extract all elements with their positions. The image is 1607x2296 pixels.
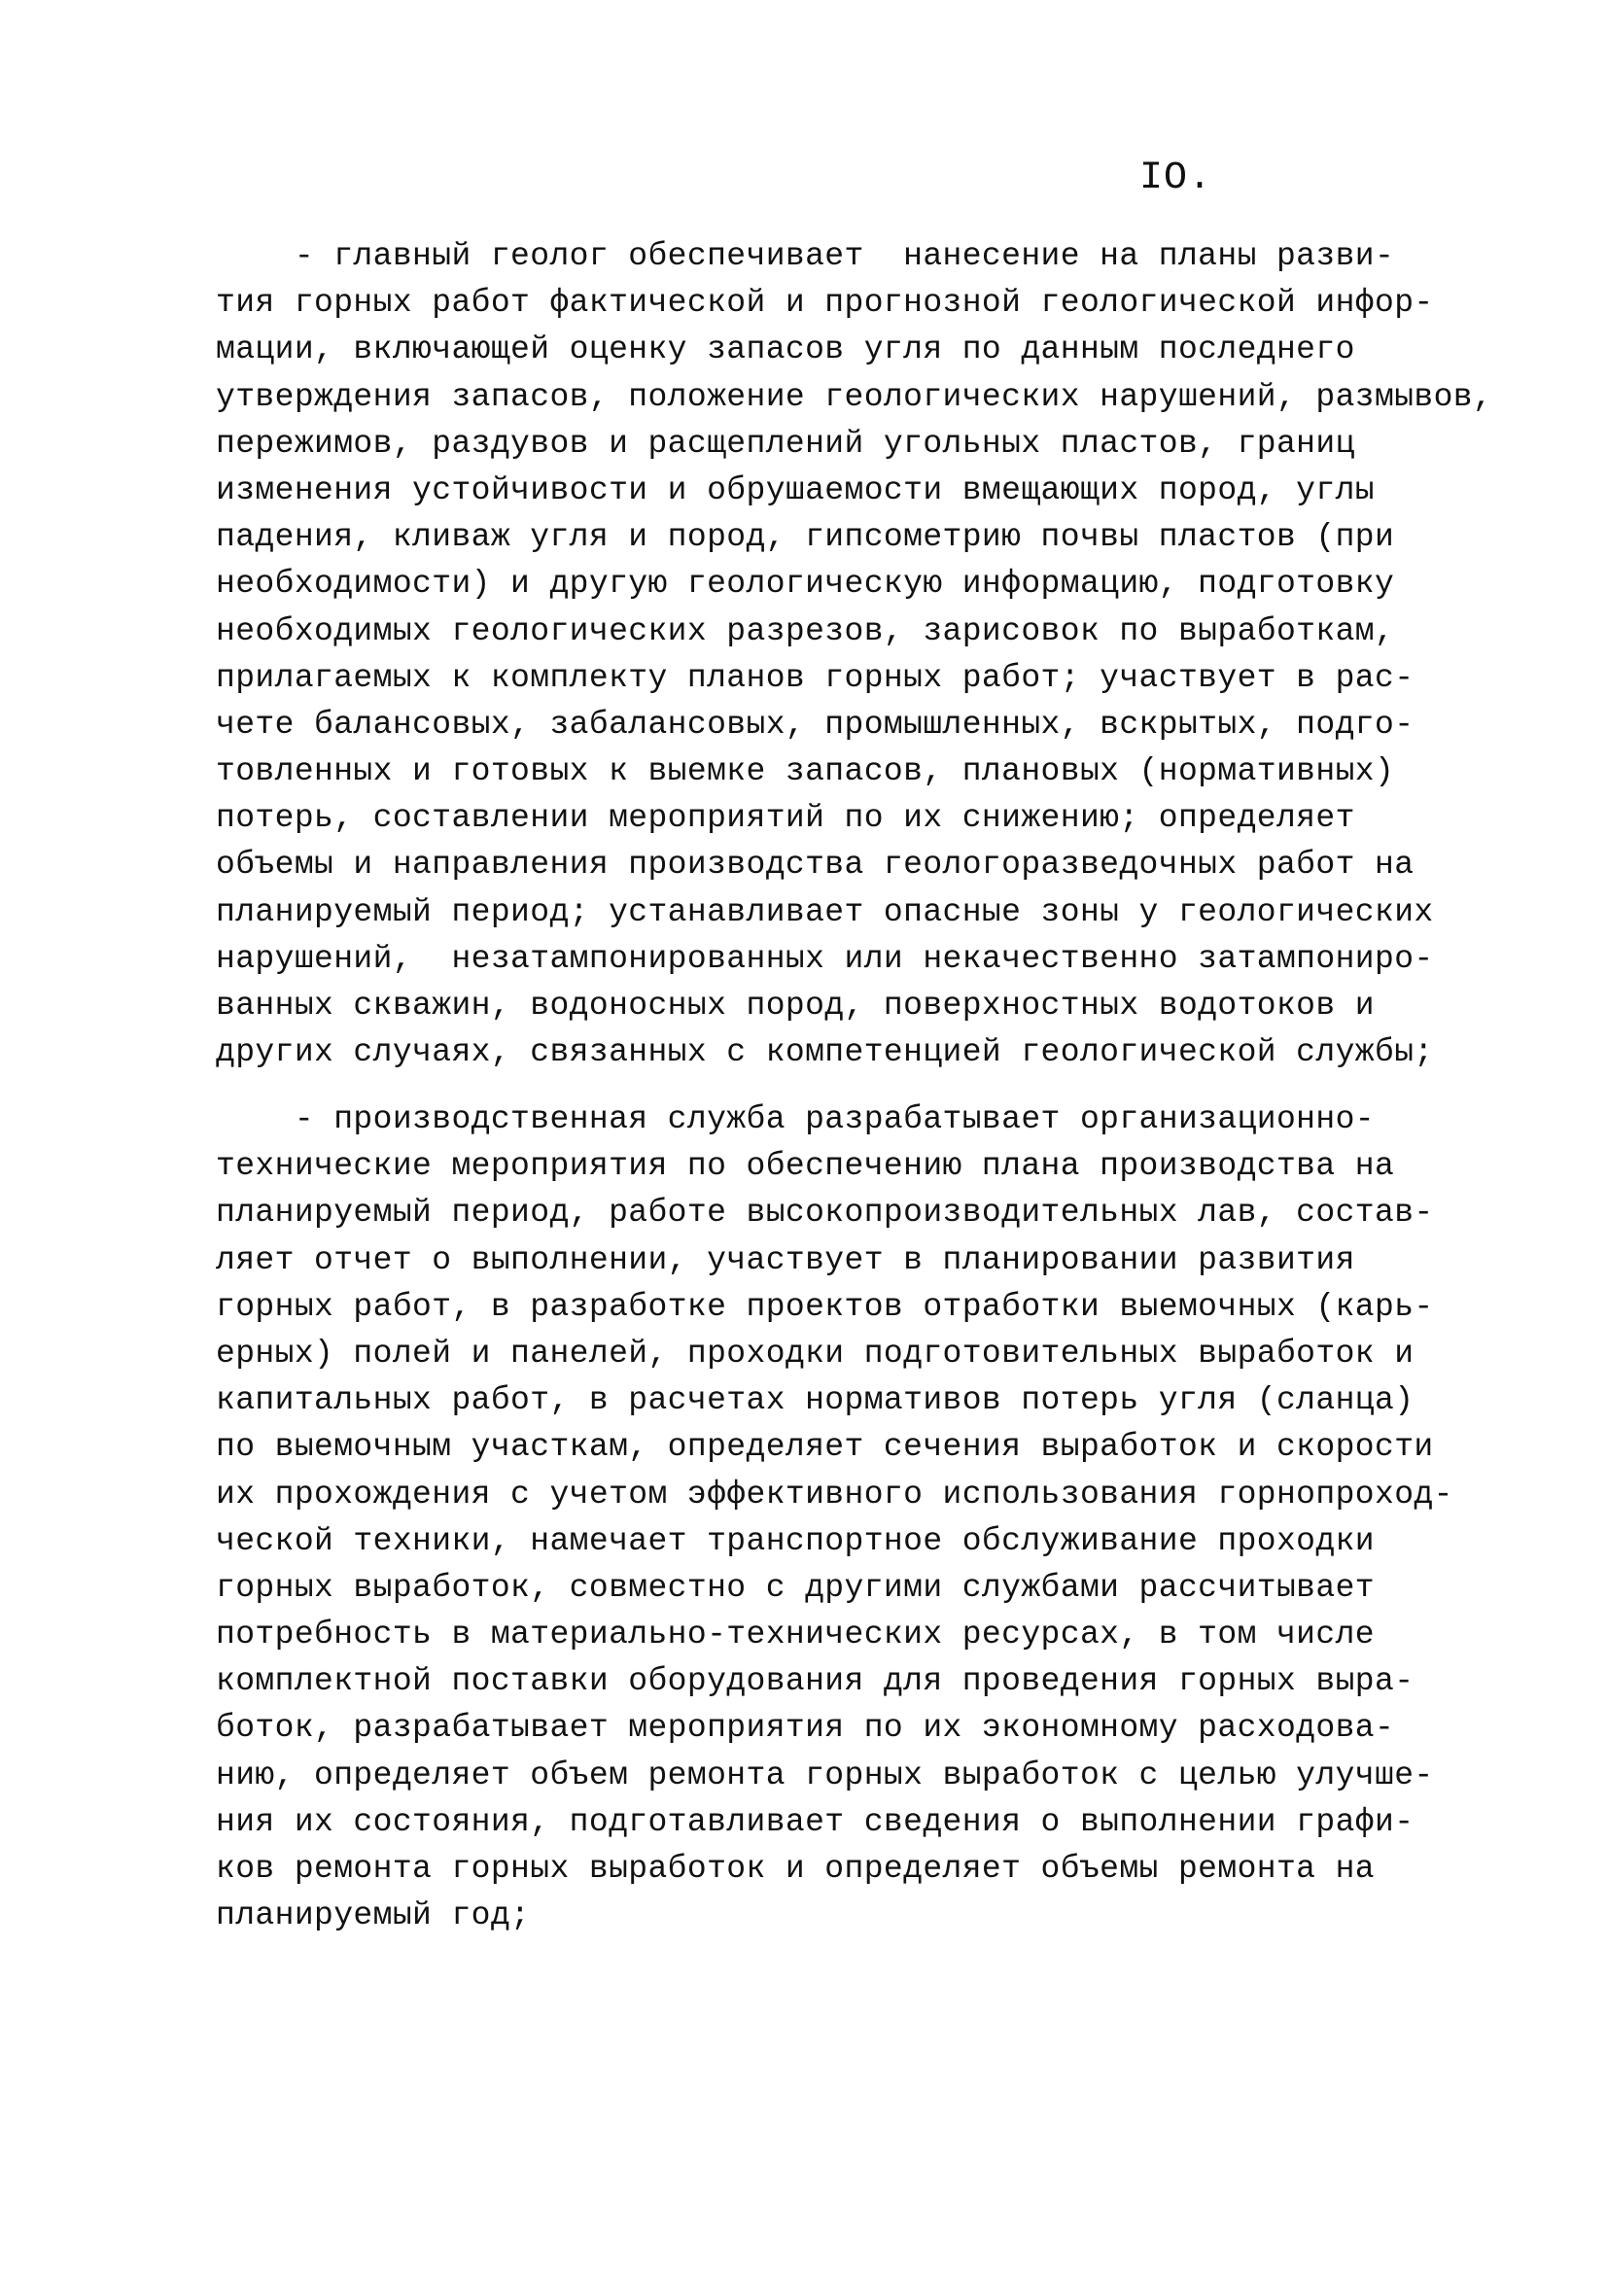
- text-line: чете балансовых, забалансовых, промышленных, вскрытых, подго-: [216, 706, 1415, 743]
- paragraph-chief-geologist: [216, 233, 1493, 1076]
- text-line: боток, разрабатывает мероприятия по их экономному расходова-: [216, 1710, 1395, 1747]
- text-line: планируемый год;: [216, 1897, 531, 1934]
- text-line: потерь, составлении мероприятий по их снижению; определяет: [216, 800, 1355, 837]
- text-line: планируемый период, работе высокопроизводительных лав, состав-: [216, 1195, 1434, 1232]
- text-line: ков ремонта горных выработок и определяет объемы ремонта на: [216, 1851, 1375, 1887]
- paragraph-production-service: [216, 1096, 1470, 1939]
- text-line: их прохождения с учетом эффективного использования горнопроход-: [216, 1476, 1453, 1513]
- text-line: - производственная служба разрабатывает организационно-: [216, 1101, 1375, 1137]
- text-line: изменения устойчивости и обрушаемости вмещающих пород, углы: [216, 471, 1375, 508]
- text-line: ерных) полей и панелей, проходки подготовительных выработок и: [216, 1335, 1415, 1372]
- text-line: необходимых геологических разрезов, зарисовок по выработкам,: [216, 612, 1395, 649]
- text-line: по выемочным участкам, определяет сечения выработок и скорости: [216, 1429, 1434, 1466]
- text-line: ванных скважин, водоносных пород, поверхностных водотоков и: [216, 988, 1375, 1024]
- page-number: IO.: [1139, 157, 1213, 200]
- text-line: потребность в материально-технических ресурсах, в том числе: [216, 1617, 1375, 1653]
- text-line: нарушений, незатампонированных или некачественно затампониро-: [216, 940, 1434, 977]
- text-line: капитальных работ, в расчетах нормативов потерь угля (сланца): [216, 1382, 1415, 1419]
- text-line: падения, кливаж угля и пород, гипсометрию почвы пластов (при: [216, 519, 1395, 556]
- text-line: прилагаемых к комплекту планов горных работ; участвует в рас-: [216, 659, 1415, 696]
- text-line: горных выработок, совместно с другими службами рассчитывает: [216, 1569, 1375, 1606]
- text-line: мации, включающей оценку запасов угля по данным последнего: [216, 331, 1355, 368]
- text-line: планируемый период; устанавливает опасные зоны у геологических: [216, 893, 1434, 930]
- text-line: пережимов, раздувов и расщеплений угольных пластов, границ: [216, 425, 1355, 462]
- text-line: горных работ, в разработке проектов отработки выемочных (карь-: [216, 1288, 1434, 1325]
- text-line: нию, определяет объем ремонта горных выработок с целью улучше-: [216, 1757, 1434, 1793]
- text-line: товленных и готовых к выемке запасов, плановых (нормативных): [216, 753, 1395, 790]
- text-line: других случаях, связанных с компетенцией геологической службы;: [216, 1034, 1434, 1071]
- text-line: утверждения запасов, положение геологических нарушений, размывов,: [216, 378, 1493, 415]
- text-line: комплектной поставки оборудования для проведения горных выра-: [216, 1663, 1415, 1700]
- text-line: технические мероприятия по обеспечению плана производства на: [216, 1148, 1395, 1185]
- text-line: ческой техники, намечает транспортное обслуживание проходки: [216, 1522, 1375, 1559]
- text-line: объемы и направления производства геологоразведочных работ на: [216, 847, 1415, 884]
- text-line: ния их состояния, подготавливает сведения о выполнении графи-: [216, 1803, 1415, 1840]
- text-line: ляет отчет о выполнении, участвует в планировании развития: [216, 1241, 1355, 1278]
- text-line: необходимости) и другую геологическую информацию, подготовку: [216, 566, 1395, 603]
- text-line: - главный геолог обеспечивает нанесение на планы разви-: [216, 238, 1395, 274]
- text-line: тия горных работ фактической и прогнозной геологической инфор-: [216, 285, 1434, 322]
